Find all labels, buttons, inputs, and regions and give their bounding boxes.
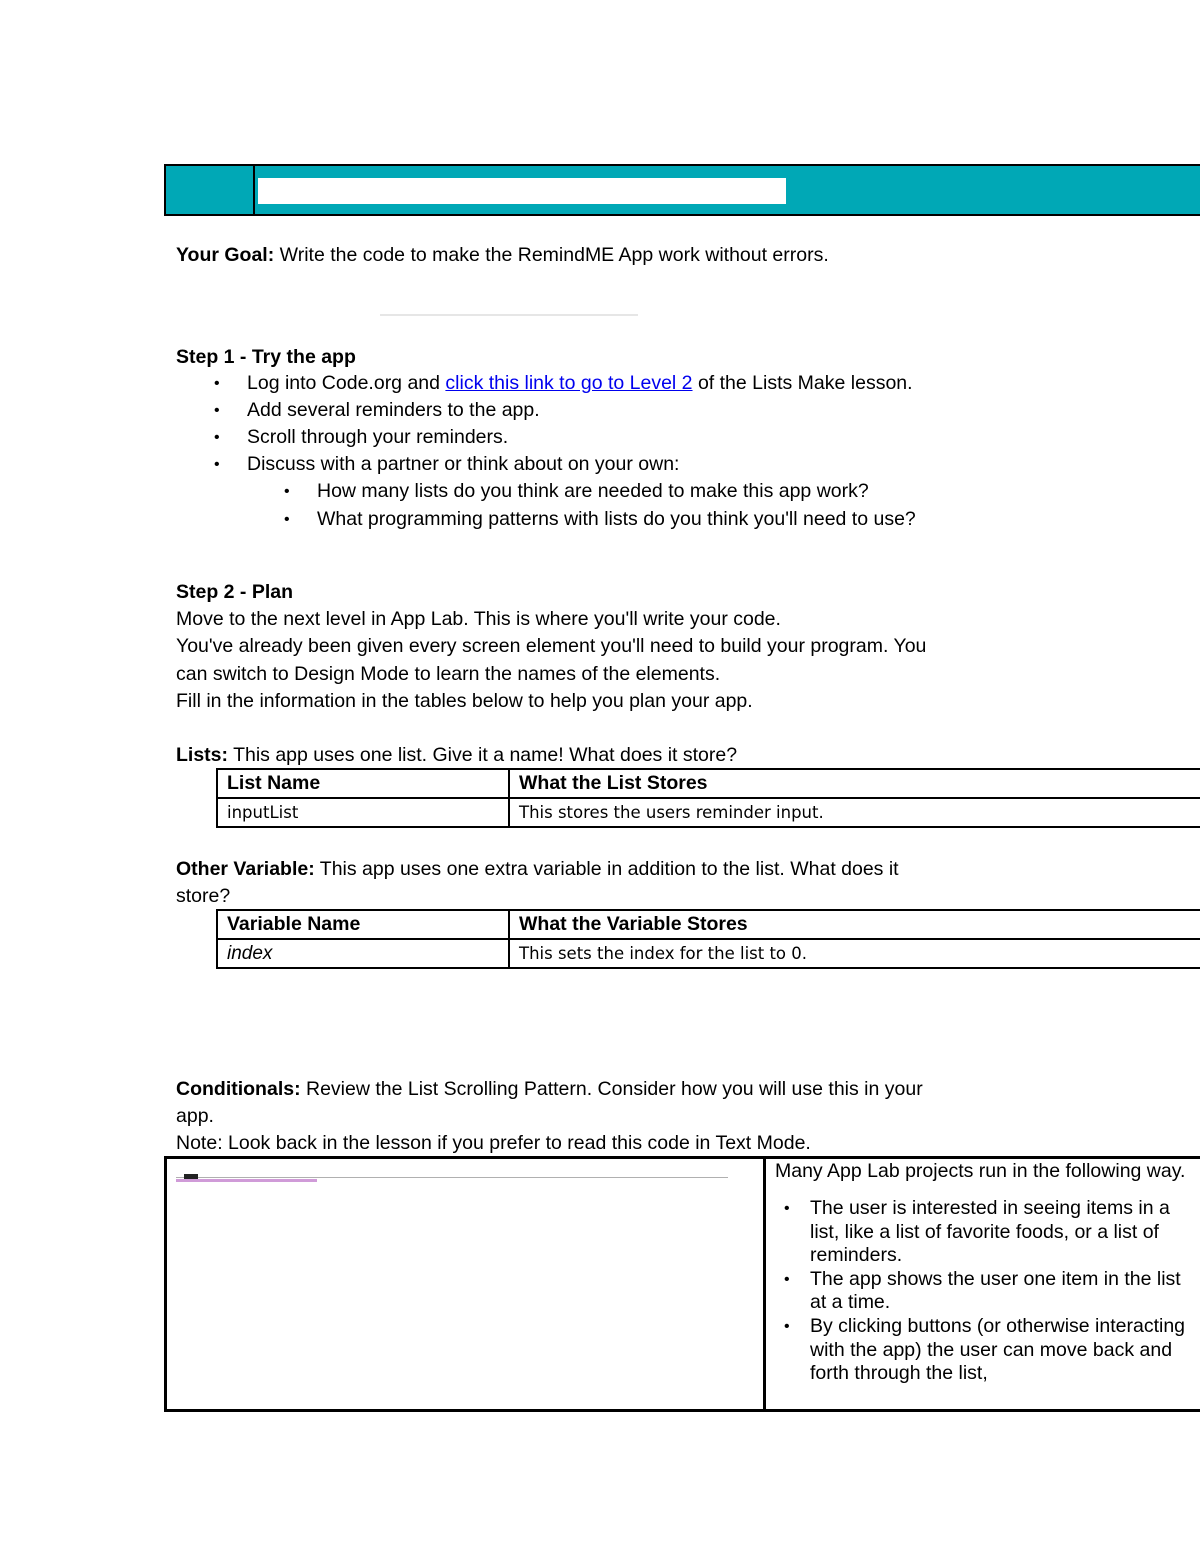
step1-item1-text-end: of the Lists Make lesson.: [692, 372, 913, 394]
table-row: [217, 798, 1200, 827]
pattern-intro: Many App Lab projects run in the following way.: [775, 1160, 1186, 1182]
goal-text: Write the code to make the RemindME App work without errors.: [274, 244, 829, 266]
variable-name-cell[interactable]: index: [217, 939, 509, 968]
list-item: • Add several reminders to the app.: [247, 397, 913, 424]
table-row: [217, 769, 1200, 798]
table-row: [217, 910, 1200, 939]
table-row: [217, 939, 1200, 968]
list-item: • By clicking buttons (or otherwise interacting with the app) the user can move back and forth through the list,: [810, 1315, 1193, 1386]
list-item: • What programming patterns with lists do you think you'll need to use?: [317, 506, 916, 533]
code-image-mark: [184, 1174, 198, 1179]
list-name-cell[interactable]: inputList: [217, 798, 509, 827]
step1-list: [247, 370, 913, 478]
step1-sublist: [317, 478, 916, 533]
variable-table: [216, 909, 1200, 969]
other-variable-text: This app uses one extra variable in addition to the list. What does it: [314, 858, 899, 880]
variable-name-header: Variable Name: [217, 910, 509, 939]
list-item: • The app shows the user one item in the list at a time.: [810, 1268, 1193, 1315]
lists-text: This app uses one list. Give it a name! What does it store?: [228, 744, 738, 766]
conditionals-paragraph: [176, 1076, 923, 1103]
conditionals-note: Note: Look back in the lesson if you prefer to read this code in Text Mode.: [176, 1132, 811, 1154]
variable-stores-cell[interactable]: This sets the index for the list to 0.: [509, 939, 1200, 968]
step1-title: Step 1 - Try the app: [176, 346, 356, 368]
list-name-header: List Name: [217, 769, 509, 798]
goal-label: Your Goal:: [176, 244, 275, 266]
list-item: • Scroll through your reminders.: [247, 424, 913, 451]
code-image-border: [176, 1177, 728, 1178]
lists-table: [216, 768, 1200, 828]
pattern-table-divider: [763, 1156, 766, 1412]
pattern-list: [810, 1197, 1193, 1386]
step1-item1-text: Log into Code.org and: [247, 372, 446, 394]
list-item: • Discuss with a partner or think about on your own:: [247, 451, 913, 478]
other-variable-paragraph: [176, 856, 899, 883]
list-item: • How many lists do you think are needed to make this app work?: [317, 478, 916, 505]
list-item: [247, 370, 913, 397]
list-stores-cell[interactable]: This stores the users reminder input.: [509, 798, 1200, 827]
list-item: • The user is interested in seeing items in a list, like a list of favorite foods, or a list of reminders.: [810, 1197, 1193, 1268]
goal-paragraph: [176, 242, 829, 269]
conditionals-label: Conditionals:: [176, 1078, 301, 1100]
step2-line: You've already been given every screen element you'll need to build your program. You: [176, 635, 927, 657]
lists-label: Lists:: [176, 744, 229, 766]
step2-line: can switch to Design Mode to learn the names of the elements.: [176, 663, 721, 685]
decorative-line: [380, 314, 638, 316]
page-title: Activity Guide - Lists Make: [258, 178, 786, 204]
variable-stores-header: What the Variable Stores: [509, 910, 1200, 939]
list-stores-header: What the List Stores: [509, 769, 1200, 798]
step2-line: Fill in the information in the tables below to help you plan your app.: [176, 690, 753, 712]
step2-title: Step 2 - Plan: [176, 581, 294, 603]
conditionals-text-line2: app.: [176, 1105, 214, 1127]
lists-paragraph: [176, 742, 737, 769]
other-variable-label: Other Variable:: [176, 858, 315, 880]
other-variable-text-line2: store?: [176, 885, 231, 907]
level2-link[interactable]: click this link to go to Level 2: [445, 372, 693, 394]
pattern-description: [775, 1160, 1193, 1386]
conditionals-text: Review the List Scrolling Pattern. Consider how you will use this in your: [300, 1078, 923, 1100]
header-divider: [253, 164, 255, 216]
step2-line: Move to the next level in App Lab. This is where you'll write your code.: [176, 608, 781, 630]
code-image-accent: [176, 1179, 317, 1182]
